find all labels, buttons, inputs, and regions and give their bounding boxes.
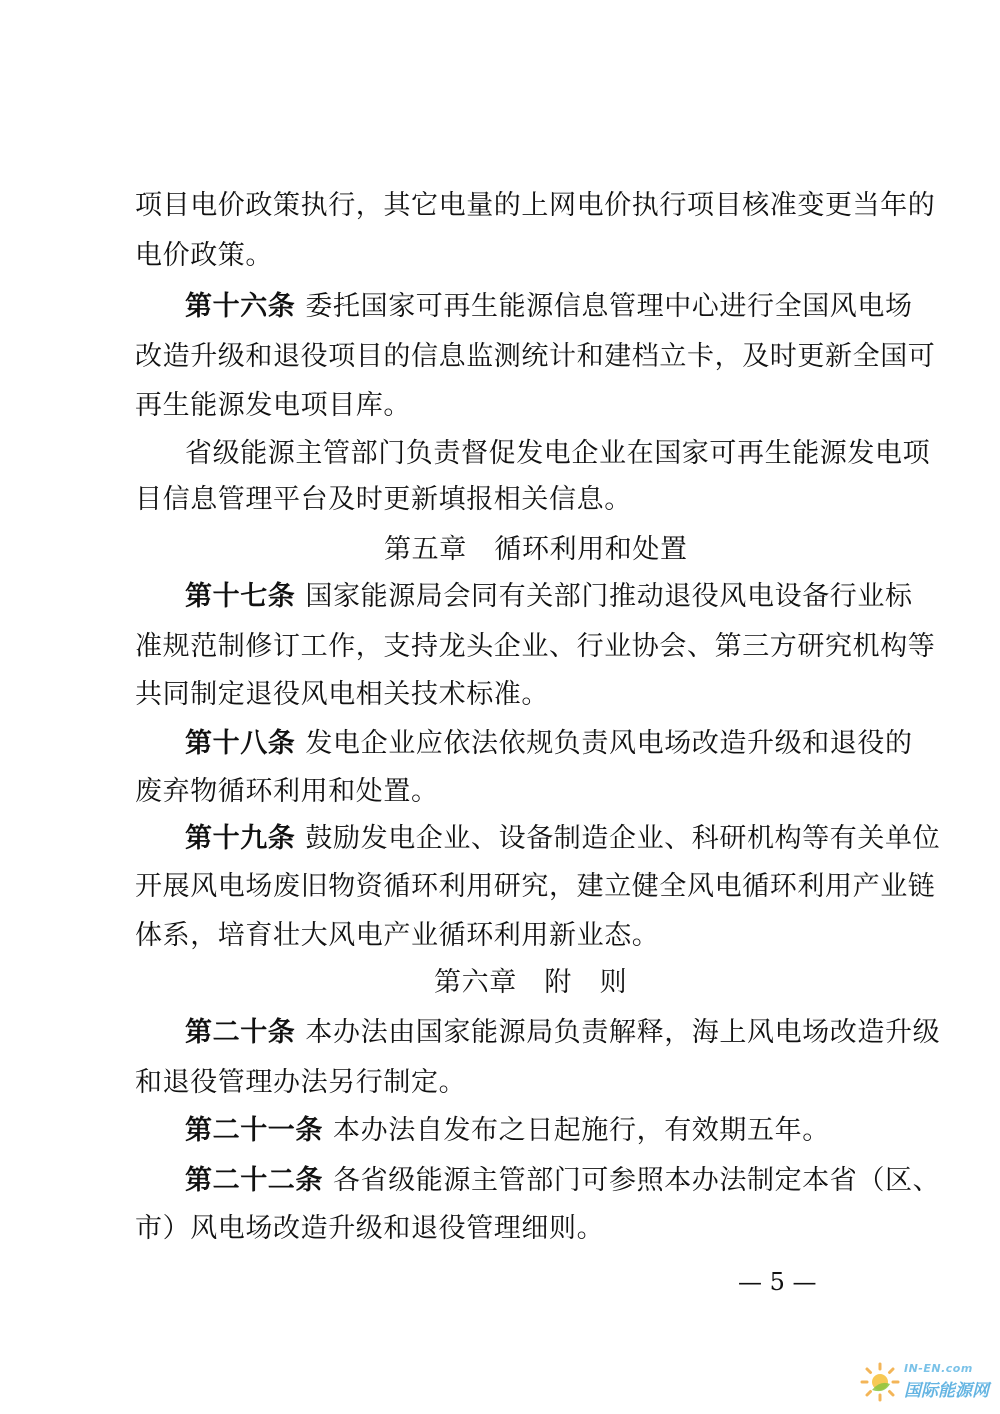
article-heading: 第二十条 — [185, 1017, 296, 1048]
article-20: 第二十条 本办法由国家能源局负责解释，海上风电场改造升级 — [185, 1017, 941, 1048]
watermark-name: 国际能源网 — [904, 1381, 989, 1401]
body-line: 体系，培育壮大风电产业循环利用新业态。 — [135, 920, 660, 951]
article-heading: 第二十二条 — [185, 1165, 323, 1196]
body-line: 市）风电场改造升级和退役管理细则。 — [135, 1213, 605, 1244]
body-line: 废弃物循环利用和处置。 — [135, 776, 439, 807]
body-line: 改造升级和退役项目的信息监测统计和建档立卡，及时更新全国可 — [135, 341, 936, 372]
sun-logo-icon — [858, 1360, 902, 1404]
body-line: 项目电价政策执行，其它电量的上网电价执行项目核准变更当年的 — [135, 190, 936, 221]
article-21: 第二十一条 本办法自发布之日起施行，有效期五年。 — [185, 1115, 830, 1146]
article-heading: 第十六条 — [185, 291, 296, 322]
chapter-heading-6: 第六章 附 则 — [434, 967, 628, 998]
body-line: 再生能源发电项目库。 — [135, 390, 411, 421]
body-line: 电价政策。 — [135, 240, 273, 271]
chapter-heading-5: 第五章 循环利用和处置 — [384, 534, 688, 565]
article-19: 第十九条 鼓励发电企业、设备制造企业、科研机构等有关单位 — [185, 823, 941, 854]
article-heading: 第十七条 — [185, 581, 296, 612]
article-17: 第十七条 国家能源局会同有关部门推动退役风电设备行业标 — [185, 581, 913, 612]
watermark-url: IN-EN.com — [904, 1362, 973, 1375]
article-22: 第二十二条 各省级能源主管部门可参照本办法制定本省（区、 — [185, 1165, 941, 1196]
watermark-logo — [858, 1360, 998, 1408]
body-line: 共同制定退役风电相关技术标准。 — [135, 679, 549, 710]
body-line: 准规范制修订工作，支持龙头企业、行业协会、第三方研究机构等 — [135, 631, 936, 662]
article-heading: 第二十一条 — [185, 1115, 323, 1146]
page-number: — 5 — — [738, 1268, 817, 1296]
article-heading: 第十九条 — [185, 823, 296, 854]
body-line: 目信息管理平台及时更新填报相关信息。 — [135, 484, 632, 515]
body-line: 开展风电场废旧物资循环利用研究，建立健全风电循环利用产业链 — [135, 871, 936, 902]
article-heading: 第十八条 — [185, 728, 296, 759]
paragraph-line: 省级能源主管部门负责督促发电企业在国家可再生能源发电项 — [185, 438, 931, 469]
article-18: 第十八条 发电企业应依法依规负责风电场改造升级和退役的 — [185, 728, 913, 759]
article-16: 第十六条 委托国家可再生能源信息管理中心进行全国风电场 — [185, 291, 913, 322]
body-line: 和退役管理办法另行制定。 — [135, 1067, 467, 1098]
